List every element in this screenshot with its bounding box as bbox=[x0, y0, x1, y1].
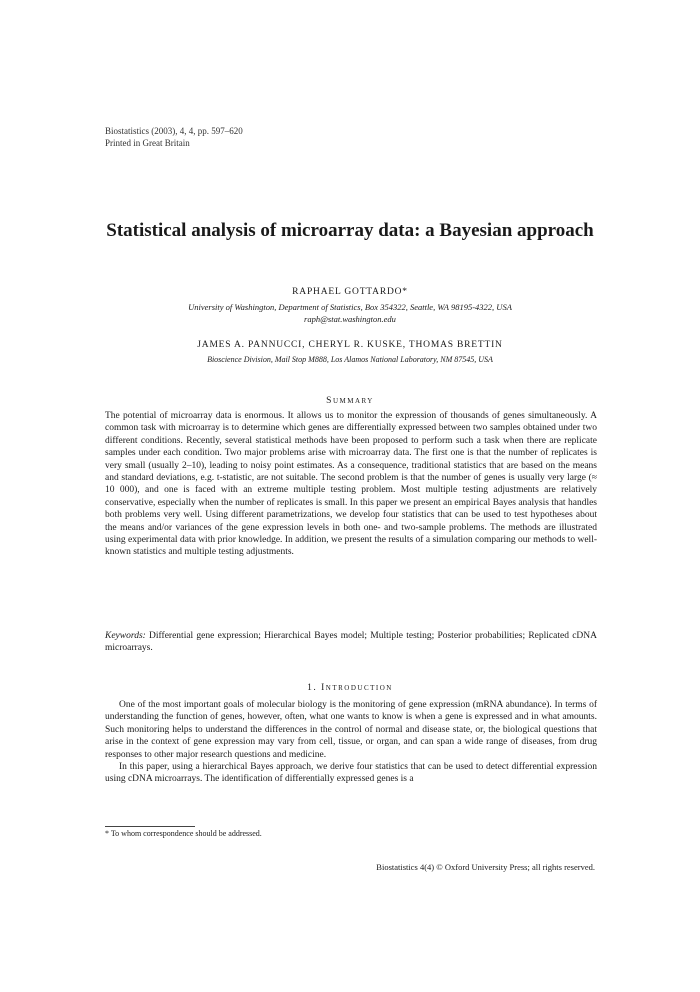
section-heading: 1. Introduction bbox=[307, 683, 393, 693]
paper-title: Statistical analysis of microarray data: a Bayesian approach bbox=[106, 220, 594, 241]
affiliation-1 bbox=[100, 301, 600, 325]
body-paragraph: One of the most important goals of molecular biology is the monitoring of gene expression (mRNA abundance). In terms of understanding the function of genes, however, often, what one wants to know is when a gene is expressed and in what amounts. Such monitoring helps to understand the differences in the control of normal and disease state, or, the biological questions that arise in the context of gene expression may vary from cell, tissue, or organ, and can span a wide range of diseases, from drug responses to other major research questions and medicine. bbox=[105, 700, 597, 760]
footnote: * To whom correspondence should be addressed. bbox=[105, 829, 262, 838]
author-email: raph@stat.washington.edu bbox=[304, 314, 396, 324]
journal-citation: Biostatistics (2003), 4, 4, pp. 597–620 bbox=[105, 126, 243, 136]
affiliation-2: Bioscience Division, Mail Stop M888, Los Alamos National Laboratory, NM 87545, USA bbox=[207, 355, 493, 364]
abstract-heading: Summary bbox=[326, 396, 374, 406]
keywords-text: Differential gene expression; Hierarchical Bayes model; Multiple testing; Posterior probabilities; Replicated cDNA microarrays. bbox=[105, 631, 597, 654]
author-line-2: JAMES A. PANNUCCI, CHERYL R. KUSKE, THOMAS BRETTIN bbox=[197, 340, 503, 350]
abstract-text: The potential of microarray data is enormous. It allows us to monitor the expression of thousands of genes simultaneously. A common task with microarray is to determine which genes are differentially expressed between two samples obtained under two different conditions. Recently, several statistical methods have been proposed to perform such a task when there are replicate samples under each condition. Two major problems arise with microarray data. The first one is that the number of replicates is very small (usually 2–10), leading to noisy point estimates. As a consequence, traditional statistics that are based on the means and standard deviations, e.g. t-statistic, are not suitable. The second problem is that the number of genes is usually very large (≈ 10 000), and one is faced with an extreme multiple testing problem. Most multiple testing adjustments are relatively conservative, especially when the number of replicates is small. In this paper we present an empirical Bayes analysis that handles both problems very well. Using different parametrizations, we develop four statistics that can be used to test hypotheses about the means and/or variances of the gene expression levels in both one- and two-sample problems. The methods are illustrated using experimental data with prior knowledge. In addition, we present the results of a simulation comparing our methods to well-known statistics and multiple testing adjustments. bbox=[105, 411, 597, 558]
body-paragraph: In this paper, using a hierarchical Bayes approach, we derive four statistics that can be used to detect differential expression using cDNA microarrays. The identification of differentially expressed genes is a bbox=[105, 762, 597, 785]
affiliation-1-text: University of Washington, Department of Statistics, Box 354322, Seattle, WA 98195-4322, USA bbox=[188, 302, 512, 312]
footnote-divider bbox=[105, 826, 195, 827]
author-line-1: RAPHAEL GOTTARDO* bbox=[292, 287, 408, 297]
journal-header bbox=[105, 125, 243, 149]
body-text bbox=[105, 699, 597, 786]
copyright-notice: Biostatistics 4(4) © Oxford University Press; all rights reserved. bbox=[376, 862, 595, 872]
journal-printed: Printed in Great Britain bbox=[105, 138, 190, 148]
keywords-label: Keywords: bbox=[105, 631, 146, 641]
keywords bbox=[105, 630, 597, 655]
